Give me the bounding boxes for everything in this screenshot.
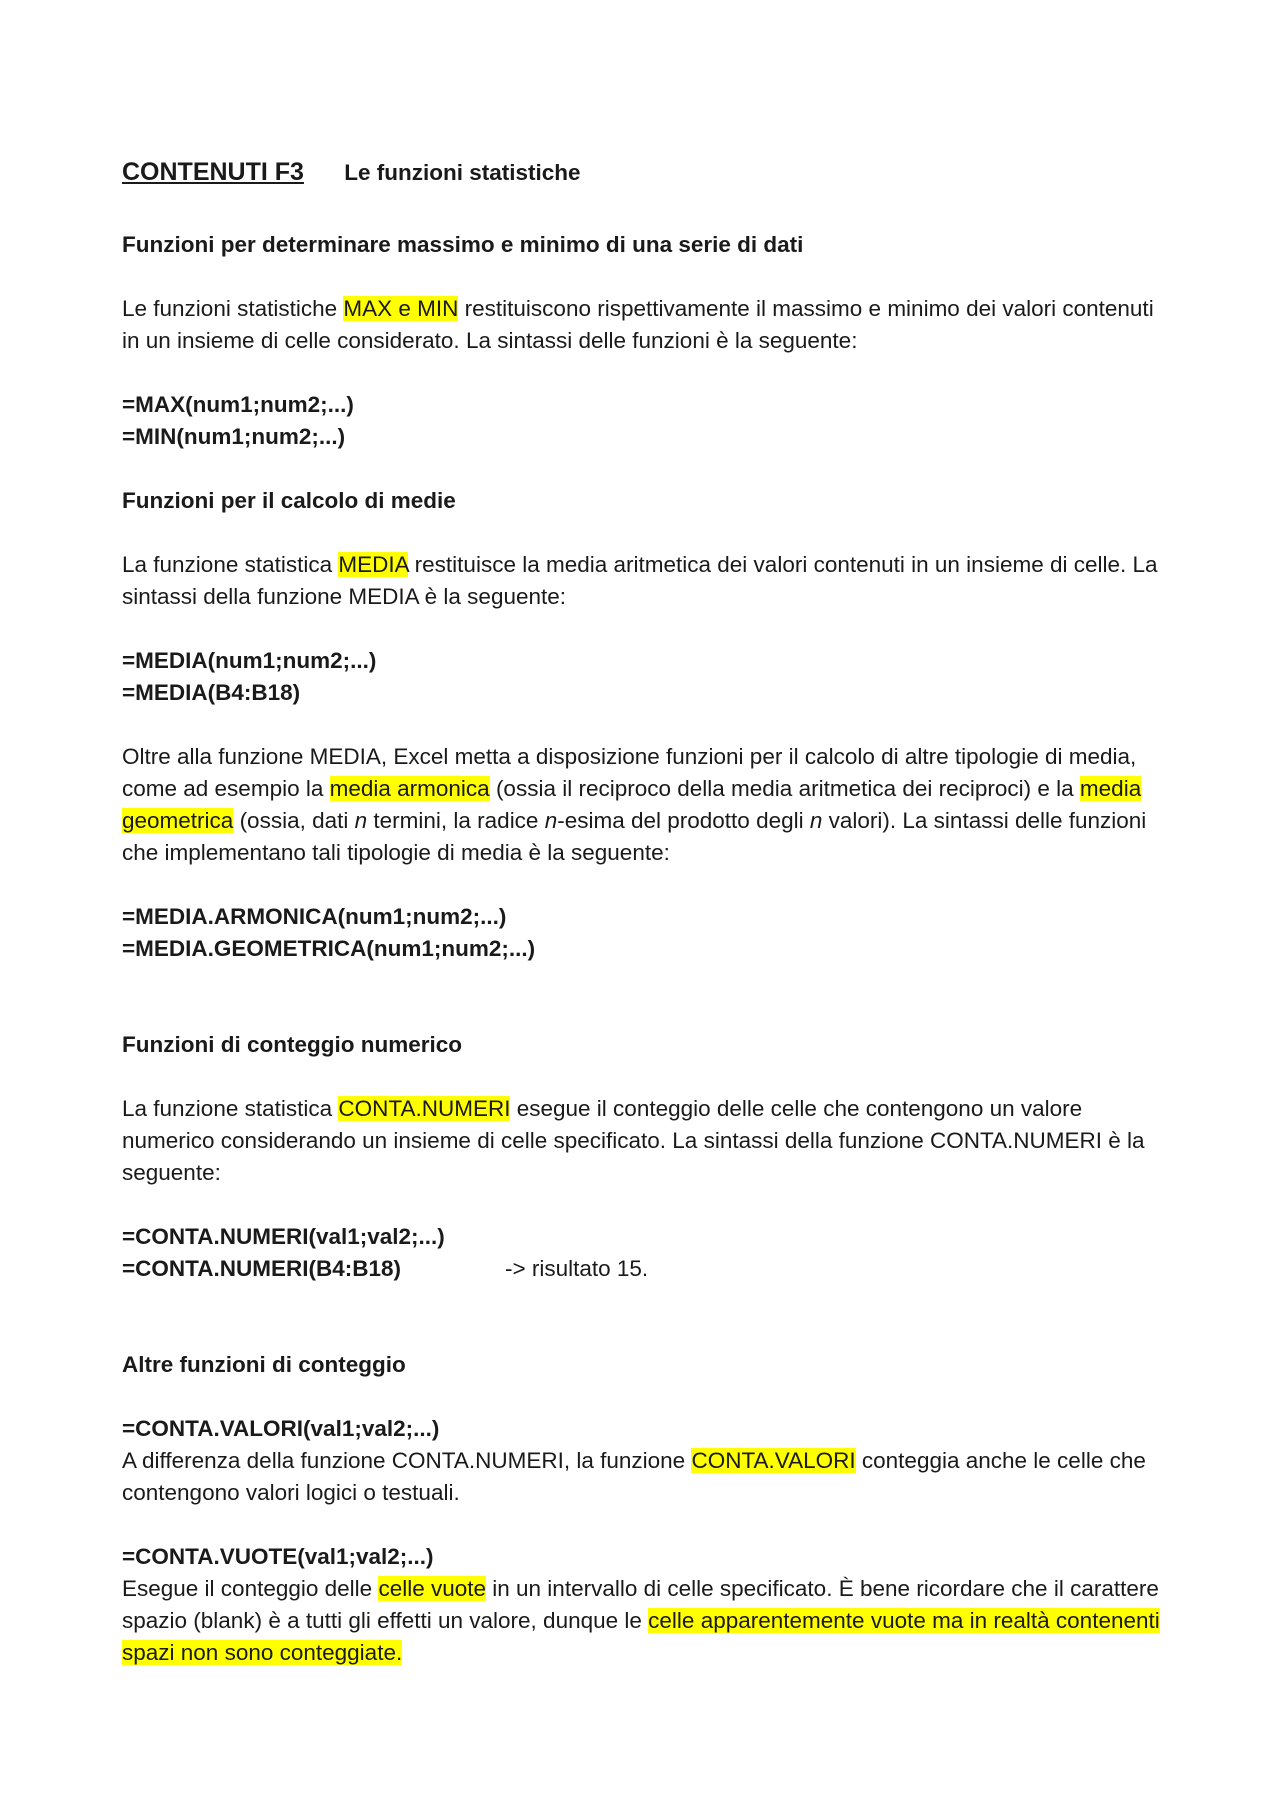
text-run: La funzione statistica [122,552,339,577]
paragraph-conta-valori [122,1448,1146,1505]
formula-block-altre-medie [122,901,1172,965]
formula-media: =MEDIA(num1;num2;...) [122,648,377,673]
document-body [122,156,1172,1701]
highlight-celle-spazi: celle apparentemente vuote ma in realtà contenenti spazi non sono conteggiate. [122,1608,1160,1665]
italic-n: n [544,808,558,833]
text-run: (ossia, dati [233,808,355,833]
formula-media-armonica: =MEDIA.ARMONICA(num1;num2;...) [122,904,507,929]
section-heading-max-min: Funzioni per determinare massimo e minimo di una serie di dati [122,232,804,257]
highlight-conta-valori: CONTA.VALORI [691,1448,856,1473]
text-run: restituisce la media aritmetica dei valori contenuti in un insieme di celle. La sintassi della funzione MEDIA è la seguente: [122,552,1158,609]
formula-block-max-min [122,389,1172,453]
formula-conta-numeri-range: =CONTA.NUMERI(B4:B18) [122,1256,401,1281]
highlight-celle-vuote: celle vuote [378,1576,487,1601]
spacer [122,1317,1172,1349]
text-run: Le funzioni statistiche [122,296,344,321]
formula-block-media [122,645,1172,709]
text-run: in un intervallo di celle specificato. È bene ricordare che il carattere spazio (blank) è a tutti gli effetti un valore, dunque le [122,1576,1159,1633]
text-run: La funzione statistica [122,1096,339,1121]
result-note: -> risultato 15. [504,1256,649,1281]
formula-media-geometrica: =MEDIA.GEOMETRICA(num1;num2;...) [122,936,536,961]
paragraph-altre-medie [122,741,1172,869]
text-run: A differenza della funzione CONTA.NUMERI, la funzione [122,1448,692,1473]
text-run: valori). La sintassi delle funzioni che implementano tali tipologie di media è la seguente: [122,808,1147,865]
section-heading-medie: Funzioni per il calcolo di medie [122,488,456,513]
paragraph-conta-vuote [122,1576,1160,1665]
formula-media-range: =MEDIA(B4:B18) [122,680,301,705]
formula-block-conta-numeri [122,1221,1172,1285]
highlight-media-geometrica: media geometrica [122,776,1142,833]
formula-conta-numeri-range-line [122,1253,1172,1285]
spacer [122,997,1172,1029]
italic-n: n [354,808,368,833]
highlight-conta-numeri: CONTA.NUMERI [338,1096,511,1121]
text-run: termini, la radice [367,808,545,833]
section-heading-altre-funzioni: Altre funzioni di conteggio [122,1352,406,1377]
formula-max: =MAX(num1;num2;...) [122,392,354,417]
section-heading-conteggio-numerico: Funzioni di conteggio numerico [122,1032,462,1057]
text-run: (ossia il reciproco della media aritmetica dei reciproci) e la [489,776,1080,801]
text-run: conteggia anche le celle che contengono valori logici o testuali. [122,1448,1146,1505]
text-run: esegue il conteggio delle celle che contengono un valore numerico considerando un insieme di celle specificato. La sintassi della funzione CONTA.NUMERI è la seguente: [122,1096,1145,1185]
document-subtitle: Le funzioni statistiche [344,160,581,185]
highlight-media: MEDIA [338,552,409,577]
document-code: CONTENUTI F3 [122,158,304,186]
formula-conta-valori: =CONTA.VALORI(val1;val2;...) [122,1416,440,1441]
text-run: restituiscono rispettivamente il massimo e minimo dei valori contenuti in un insieme di celle considerato. La sintassi delle funzioni è la seguente: [122,296,1154,353]
highlight-media-armonica: media armonica [329,776,490,801]
paragraph-max-min [122,293,1172,357]
italic-n: n [809,808,823,833]
text-run: Oltre alla funzione MEDIA, Excel metta a disposizione funzioni per il calcolo di altre tipologie di media, come ad esempio la [122,744,1137,801]
text-run: -esima del prodotto degli [557,808,810,833]
paragraph-conta-numeri [122,1093,1172,1189]
text-run: Esegue il conteggio delle [122,1576,379,1601]
document-title [122,156,1172,189]
formula-conta-vuote: =CONTA.VUOTE(val1;val2;...) [122,1544,434,1569]
formula-conta-numeri: =CONTA.NUMERI(val1;val2;...) [122,1224,445,1249]
formula-min: =MIN(num1;num2;...) [122,424,346,449]
block-conta-valori [122,1413,1172,1509]
highlight-max-min: MAX e MIN [343,296,459,321]
paragraph-media [122,549,1172,613]
block-conta-vuote [122,1541,1172,1669]
